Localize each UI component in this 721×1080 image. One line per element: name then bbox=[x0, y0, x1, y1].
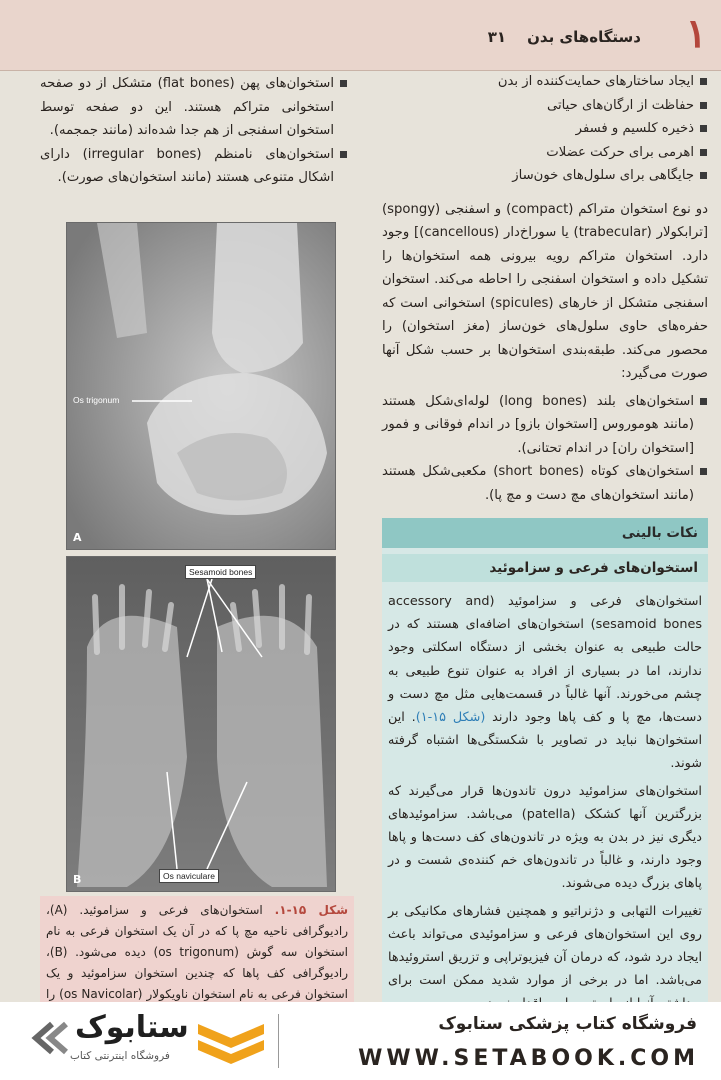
list-item: استخوان‌های بلند (long bones) لوله‌ای‌شکل هستند (مانند هوموروس [استخوان بازو] در اندام فوقانی و فمور [استخوان ران] در اندام تحتانی). bbox=[382, 390, 708, 461]
chapter-title: دستگاه‌های بدن bbox=[527, 28, 641, 46]
logo-arrow-icon bbox=[30, 1020, 70, 1056]
list-item: حفاظت از ارگان‌های حیاتی bbox=[382, 94, 708, 118]
clinical-notes-box bbox=[382, 518, 708, 1002]
list-item: اهرمی برای حرکت عضلات bbox=[382, 141, 708, 165]
figure-label: شکل ۱۵-۱. bbox=[274, 903, 348, 917]
logo-subtitle: فروشگاه اینترنتی کتاب bbox=[70, 1050, 170, 1062]
list-item: جایگاهی برای سلول‌های خون‌ساز bbox=[382, 164, 708, 188]
clinical-notes-body bbox=[382, 582, 708, 1016]
page-header bbox=[0, 0, 721, 71]
logo-chevron-icon bbox=[196, 1016, 266, 1066]
list-item: استخوان‌های کوتاه (short bones) مکعبی‌شکل هستند (مانند استخوان‌های مچ دست و مچ پا). bbox=[382, 460, 708, 507]
shop-url[interactable]: WWW.SETABOOK.COM bbox=[358, 1046, 699, 1071]
panel-a-label: A bbox=[73, 531, 82, 544]
list-item: ذخیره کلسیم و فسفر bbox=[382, 117, 708, 141]
bone-types-paragraph: دو نوع استخوان متراکم (compact) و اسفنجی (spongy) [ترابکولار (trabecular) یا سوراخ‌دار (cancellous)] وجود دارد. استخوان متراکم رویه بیرونی همه استخوان‌ها را تشکیل داده و استخوان اسفنجی را احاطه می‌کند. استخوان اسفنجی متشکل از خارهای (spicules) استخوانی است که حفره‌های حاوی سلول‌های خون‌ساز (مغز استخوان) را محصور می‌کند. طبقه‌بندی استخوان‌ها بر حسب شکل آنها صورت می‌گیرد: bbox=[382, 201, 709, 381]
left-column bbox=[40, 72, 348, 190]
xray-ankle-image bbox=[66, 222, 336, 550]
list-item: ایجاد ساختارهای حمایت‌کننده از بدن bbox=[382, 70, 708, 94]
figure-caption-text: استخوان‌های فرعی و سزاموئید. (A)، رادیوگرافی ناحیه مچ پا که در آن یک استخوان فرعی به نام استخوان سه گوش (os trigonum) دیده می‌شود. (B)، رادیوگرافی کف پاها که چندین استخوان سزاموئید و یک استخوان فرعی به نام استخوان ناویکولار (os Navicolar) را bbox=[46, 903, 349, 1001]
panel-b-label: B bbox=[73, 873, 82, 886]
sesamoid-bones-label: Sesamoid bones bbox=[185, 565, 256, 579]
shop-name: فروشگاه کتاب پزشکی ستابوک bbox=[438, 1014, 697, 1034]
chapter-number: ۱ bbox=[685, 10, 707, 57]
bone-types-list-continued bbox=[40, 72, 348, 190]
clinical-notes-heading: نکات بالینی bbox=[382, 518, 708, 548]
ankle-xray-drawing bbox=[67, 223, 335, 549]
logo-text: ستابوک bbox=[75, 1010, 189, 1045]
right-column bbox=[382, 70, 708, 507]
paragraph-text: . این استخوان‌ها نباید در تصاویر با شکستگی‌ها اشتباه گرفته شوند. bbox=[388, 710, 702, 772]
clinical-paragraph-3: تغییرات التهابی و دژنراتیو و همچنین فشارهای مکانیکی بر روی این استخوان‌های فرعی و سزاموئیدی می‌تواند باعث ایجاد درد شود، که درمان آن فیزیوتراپی و تزریق استروئیدها می‌باشد. اما در برخی از موارد شدید ممکن است برای bbox=[388, 903, 702, 989]
figure-caption bbox=[40, 896, 354, 1002]
page-number: ۳۱ bbox=[487, 28, 506, 46]
os-trigonum-label: Os trigonum bbox=[73, 395, 120, 405]
paragraph-text: استخوان‌های فرعی و سزاموئید (accessory and sesamoid bones) استخوان‌های اضافه‌ای هستند که در حالت طبیعی به عنوان بخشی از دستگاه اسکلتی وجود ندارند، اما در بسیاری از افراد به عنوان تنوع طبیعی به چشم می‌خورند. آنها غالباً در قسمت‌هایی مثل مچ دست و دست‌ها، مچ پا و کف پاها وجود دارند bbox=[388, 594, 703, 726]
feet-xray-drawing bbox=[67, 557, 335, 891]
xray-feet-image bbox=[66, 556, 336, 892]
os-naviculare-label: Os naviculare bbox=[159, 869, 219, 883]
clinical-paragraph-1 bbox=[388, 590, 702, 776]
clinical-notes-subheading: استخوان‌های فرعی و سزاموئید bbox=[382, 554, 708, 582]
list-item: استخوان‌های نامنظم (irregular bones) دارای اشکال متنوعی هستند (مانند استخوان‌های صورت). bbox=[40, 143, 348, 190]
banner-divider bbox=[278, 1014, 279, 1068]
list-item: استخوان‌های پهن (flat bones) متشکل از دو صفحه استخوانی متراکم هستند. این دو صفحه توسط استخوان اسفنجی از هم جدا شده‌اند (مانند جمجمه). bbox=[40, 72, 348, 143]
functions-list bbox=[382, 70, 708, 188]
bone-types-list bbox=[382, 390, 708, 508]
figure-reference-link[interactable]: (شکل ۱۵-۱) bbox=[415, 710, 486, 726]
clinical-paragraph-2: استخوان‌های سزاموئید درون تاندون‌ها قرار می‌گیرند که بزرگترین آنها کشکک (patella) می‌باشد. سزاموئیدهای دیگری نیز در بدن به ویژه در تاندون‌های کف دست‌ها و پاها وجود دارند، و غالباً در تاندون‌های خم کننده‌ی شست و در پاهای بزرگ دیده می‌شوند. bbox=[388, 783, 702, 892]
